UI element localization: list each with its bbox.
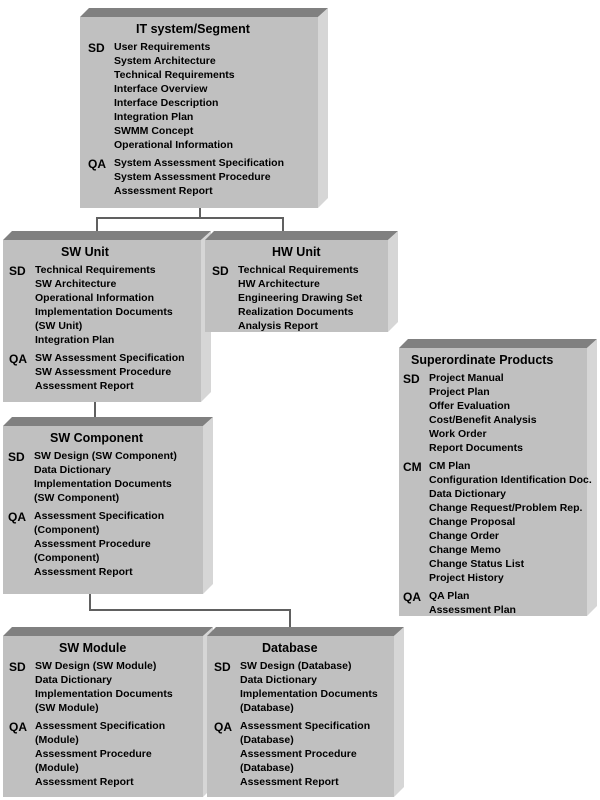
box-title: HW Unit	[272, 245, 321, 259]
box-face	[207, 636, 394, 797]
document-item: Assessment Procedure	[240, 748, 357, 760]
section-label: SD	[9, 264, 26, 278]
box-side-bevel	[394, 627, 404, 797]
document-item: SW Architecture	[35, 278, 117, 290]
document-item: Realization Documents	[238, 306, 354, 318]
section-label: QA	[88, 157, 106, 171]
section-qa	[88, 156, 318, 198]
document-item: (Database)	[240, 702, 294, 714]
section-label: QA	[403, 590, 421, 604]
box-title: Database	[262, 641, 318, 655]
box-side-bevel	[318, 8, 328, 208]
document-item: Operational Information	[35, 292, 155, 304]
section-label: SD	[8, 450, 25, 464]
connector	[96, 217, 284, 219]
document-item: (SW Component)	[34, 492, 120, 504]
document-item: Technical Requirements	[114, 69, 235, 81]
box-title: SW Component	[50, 431, 144, 445]
document-item: Change Order	[429, 530, 500, 542]
document-item: Assessment Report	[35, 380, 134, 392]
section-label: QA	[9, 352, 27, 366]
box-face	[399, 348, 592, 616]
box-face	[80, 17, 318, 208]
document-item: Technical Requirements	[238, 264, 359, 276]
document-item: CM Plan	[429, 460, 471, 472]
document-item: System Assessment Specification	[114, 157, 285, 169]
document-item: SW Assessment Specification	[35, 352, 185, 364]
document-item: SW Design (SW Module)	[35, 660, 157, 672]
document-item: Implementation Documents	[35, 688, 173, 700]
document-item: Offer Evaluation	[429, 400, 511, 412]
document-item: SW Design (SW Component)	[34, 450, 177, 462]
box-it	[80, 8, 328, 208]
box-swmodule	[3, 627, 213, 797]
box-top-bevel	[205, 231, 398, 240]
document-item: Data Dictionary	[240, 674, 318, 686]
section-label: QA	[214, 720, 232, 734]
box-face	[205, 240, 388, 332]
box-title: SW Module	[59, 641, 127, 655]
document-item: Assessment Specification	[35, 720, 166, 732]
document-item: Change Proposal	[429, 516, 516, 528]
box-superordinate	[399, 339, 597, 616]
section-label: CM	[403, 460, 422, 474]
document-item: User Requirements	[114, 41, 211, 53]
section-sd	[9, 659, 203, 715]
section-label: SD	[403, 372, 420, 386]
document-item: Assessment Report	[35, 776, 134, 788]
document-item: Change Memo	[429, 544, 501, 556]
document-item: HW Architecture	[238, 278, 320, 290]
box-top-bevel	[3, 627, 213, 636]
section-label: SD	[9, 660, 26, 674]
document-item: Assessment Specification	[34, 510, 165, 522]
document-item: Assessment Plan	[429, 604, 516, 616]
document-item: Implementation Documents	[240, 688, 378, 700]
section-qa	[9, 719, 203, 789]
box-face	[3, 636, 203, 797]
section-qa	[403, 589, 587, 617]
document-item: (Component)	[34, 552, 100, 564]
document-item: System Architecture	[114, 55, 216, 67]
document-item: Assessment Specification	[240, 720, 371, 732]
document-item: Integration Plan	[35, 334, 115, 346]
section-label: SD	[212, 264, 229, 278]
document-item: (Module)	[35, 734, 79, 746]
section-sd	[214, 659, 394, 715]
box-hwunit	[205, 231, 398, 332]
document-item: Project Plan	[429, 386, 490, 398]
document-item: SWMM Concept	[114, 125, 194, 137]
box-swunit	[3, 231, 211, 402]
section-label: QA	[9, 720, 27, 734]
document-item: Implementation Documents	[35, 306, 173, 318]
section-sd	[88, 40, 318, 152]
section-label: SD	[88, 41, 105, 55]
document-item: Data Dictionary	[429, 488, 507, 500]
document-item: Analysis Report	[238, 320, 318, 332]
section-cm	[403, 459, 592, 585]
document-item: Operational Information	[114, 139, 234, 151]
section-qa	[8, 509, 203, 579]
document-item: Configuration Identification Doc.	[429, 474, 592, 486]
document-item: Interface Description	[114, 97, 219, 109]
document-item: Data Dictionary	[34, 464, 112, 476]
document-item: Assessment Report	[240, 776, 339, 788]
section-sd	[403, 371, 587, 455]
box-face	[3, 426, 203, 594]
document-item: Integration Plan	[114, 111, 194, 123]
document-item: Change Request/Problem Rep.	[429, 502, 583, 514]
box-top-bevel	[399, 339, 597, 348]
document-item: (Database)	[240, 734, 294, 746]
document-item: Implementation Documents	[34, 478, 172, 490]
document-item: Project Manual	[429, 372, 504, 384]
box-title: Superordinate Products	[411, 353, 554, 367]
box-database	[207, 627, 404, 797]
document-item: Change Status List	[429, 558, 525, 570]
document-item: Engineering Drawing Set	[238, 292, 363, 304]
box-title: IT system/Segment	[136, 22, 250, 36]
document-item: Assessment Procedure	[34, 538, 151, 550]
document-item: (SW Module)	[35, 702, 99, 714]
section-sd	[9, 263, 201, 347]
document-item: Project History	[429, 572, 504, 584]
document-item: (Database)	[240, 762, 294, 774]
connector	[289, 609, 291, 629]
document-item: Assessment Report	[114, 185, 213, 197]
document-item: Technical Requirements	[35, 264, 156, 276]
box-face	[3, 240, 201, 402]
document-item: Assessment Report	[34, 566, 133, 578]
document-item: (SW Unit)	[35, 320, 83, 332]
box-side-bevel	[388, 231, 398, 332]
section-label: SD	[214, 660, 231, 674]
document-item: Assessment Procedure	[35, 748, 152, 760]
box-top-bevel	[3, 417, 213, 426]
document-item: QA Plan	[429, 590, 470, 602]
document-item: (Component)	[34, 524, 100, 536]
document-item: Work Order	[429, 428, 487, 440]
box-top-bevel	[207, 627, 404, 636]
document-item: Data Dictionary	[35, 674, 113, 686]
document-item: (Module)	[35, 762, 79, 774]
box-top-bevel	[80, 8, 328, 17]
document-item: Interface Overview	[114, 83, 208, 95]
document-item: System Assessment Procedure	[114, 171, 271, 183]
document-item: SW Design (Database)	[240, 660, 352, 672]
section-qa	[214, 719, 394, 789]
box-top-bevel	[3, 231, 211, 240]
box-side-bevel	[203, 417, 213, 594]
document-item: Cost/Benefit Analysis	[429, 414, 537, 426]
box-title: SW Unit	[61, 245, 109, 259]
document-item: Report Documents	[429, 442, 523, 454]
section-label: QA	[8, 510, 26, 524]
box-swcomponent	[3, 417, 213, 594]
document-item: SW Assessment Procedure	[35, 366, 172, 378]
connector	[89, 609, 291, 611]
section-sd	[212, 263, 388, 333]
section-qa	[9, 351, 201, 393]
section-sd	[8, 449, 203, 505]
